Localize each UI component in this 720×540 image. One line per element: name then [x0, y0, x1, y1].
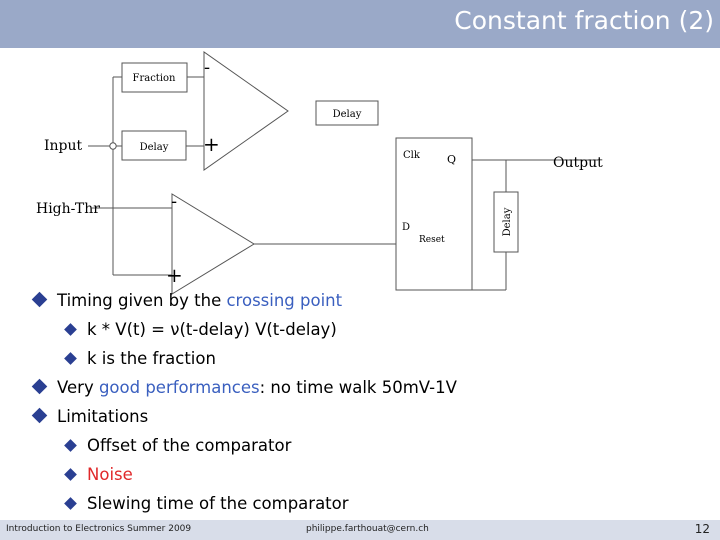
- diamond-bullet-icon: [32, 379, 48, 395]
- clk-label: Clk: [403, 150, 420, 161]
- footer-course: Introduction to Electronics Summer 2009: [6, 524, 192, 534]
- delay-vertical-label: Delay: [502, 207, 513, 237]
- diamond-bullet-icon: [64, 323, 77, 336]
- delay-top-label: Delay: [332, 109, 362, 120]
- lower-minus-sign: -: [171, 191, 178, 212]
- reset-label: Reset: [419, 235, 445, 245]
- high-thr-label: High-Thr: [36, 201, 100, 217]
- output-label: Output: [553, 155, 603, 171]
- fraction-label: Fraction: [132, 73, 176, 84]
- bullet-performance: Very good performances: no time walk 50mV-1V: [34, 378, 457, 397]
- diamond-bullet-icon: [64, 352, 77, 365]
- delay-box-label: Delay: [139, 142, 169, 153]
- diamond-bullet-icon: [64, 439, 77, 452]
- page-number: 12: [694, 522, 710, 536]
- diamond-bullet-icon: [32, 408, 48, 424]
- slide-title: Constant fraction (2): [454, 6, 714, 35]
- bullet-slewing: Slewing time of the comparator: [66, 494, 349, 513]
- bullet-limitations: Limitations: [34, 407, 148, 426]
- bullet-k-fraction: k is the fraction: [66, 349, 216, 368]
- lower-plus-sign: +: [166, 263, 183, 287]
- input-node: [110, 143, 116, 149]
- input-label: Input: [44, 138, 83, 154]
- q-label: Q: [447, 153, 457, 166]
- lower-comparator: [172, 194, 254, 294]
- diamond-bullet-icon: [64, 497, 77, 510]
- bullet-noise: Noise: [66, 465, 133, 484]
- diamond-bullet-icon: [32, 292, 48, 308]
- d-label: D: [402, 222, 411, 233]
- footer-email: philippe.farthouat@cern.ch: [306, 524, 429, 534]
- upper-plus-sign: +: [203, 132, 220, 156]
- diamond-bullet-icon: [64, 468, 77, 481]
- bullet-formula: k * V(t) = ν(t-delay) V(t-delay): [66, 320, 337, 339]
- bullet-offset: Offset of the comparator: [66, 436, 291, 455]
- upper-minus-sign: -: [204, 57, 211, 78]
- bullet-timing: Timing given by the crossing point: [34, 291, 342, 310]
